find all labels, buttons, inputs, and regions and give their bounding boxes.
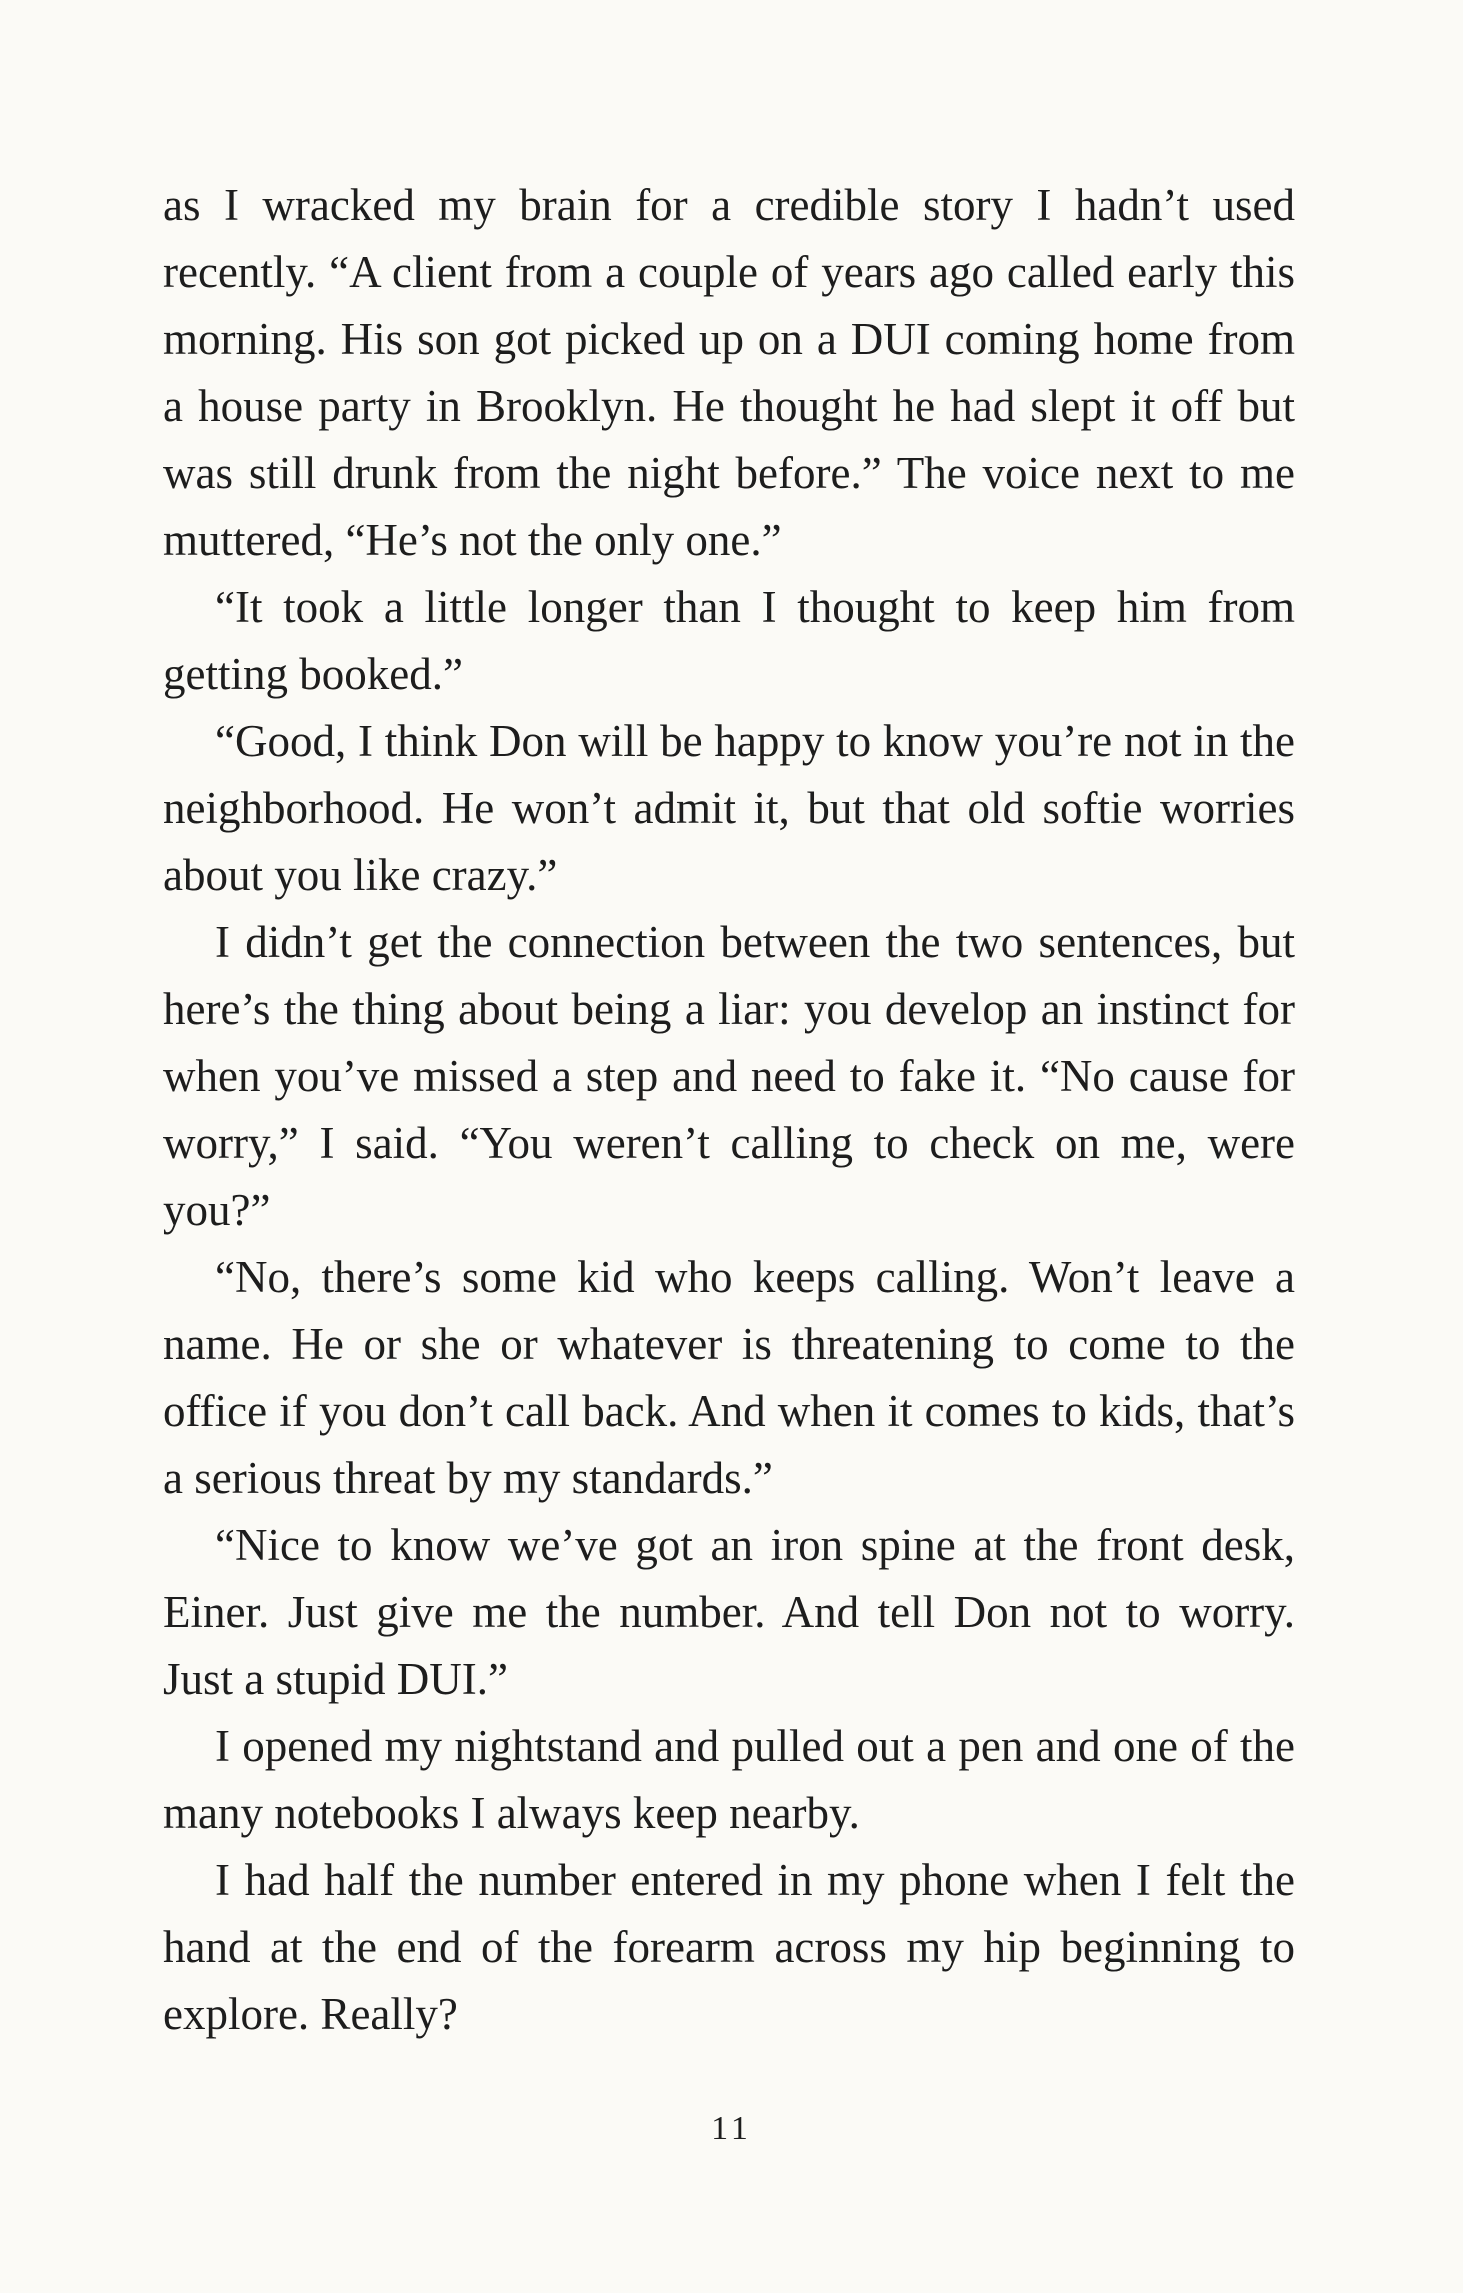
paragraph: “No, there’s some kid who keeps calling. Won’t leave a name. He or she or whatever is threatening to come to the office if you don’t call back. And when it comes to kids, that’s a serious threat by my standards.” — [163, 1252, 1295, 1503]
paragraph: I opened my nightstand and pulled out a pen and one of the many notebooks I always keep nearby. — [163, 1721, 1295, 1838]
paragraph: as I wracked my brain for a credible story I hadn’t used recently. “A client from a couple of years ago called early this morning. His son got picked up on a DUI coming home from a house party in Brooklyn. He thought he had slept it off but was still drunk from the night before.” The voice next to me muttered, “He’s not the only one.” — [163, 180, 1295, 565]
body-text — [163, 172, 1295, 2048]
paragraph: “Nice to know we’ve got an iron spine at the front desk, Einer. Just give me the number. And tell Don not to worry. Just a stupid DUI.” — [163, 1520, 1295, 1704]
paragraph: “It took a little longer than I thought to keep him from getting booked.” — [163, 582, 1295, 699]
paragraph: “Good, I think Don will be happy to know you’re not in the neighborhood. He won’t admit it, but that old softie worries about you like crazy.” — [163, 716, 1295, 900]
paragraph: I had half the number entered in my phone when I felt the hand at the end of the forearm across my hip beginning to explore. Really? — [163, 1855, 1295, 2039]
page-number: 11 — [711, 2110, 752, 2147]
paragraph: I didn’t get the connection between the two sentences, but here’s the thing about being a liar: you develop an instinct for when you’ve missed a step and need to fake it. “No cause for worry,” I said. “You weren’t calling to check on me, were you?” — [163, 917, 1295, 1235]
